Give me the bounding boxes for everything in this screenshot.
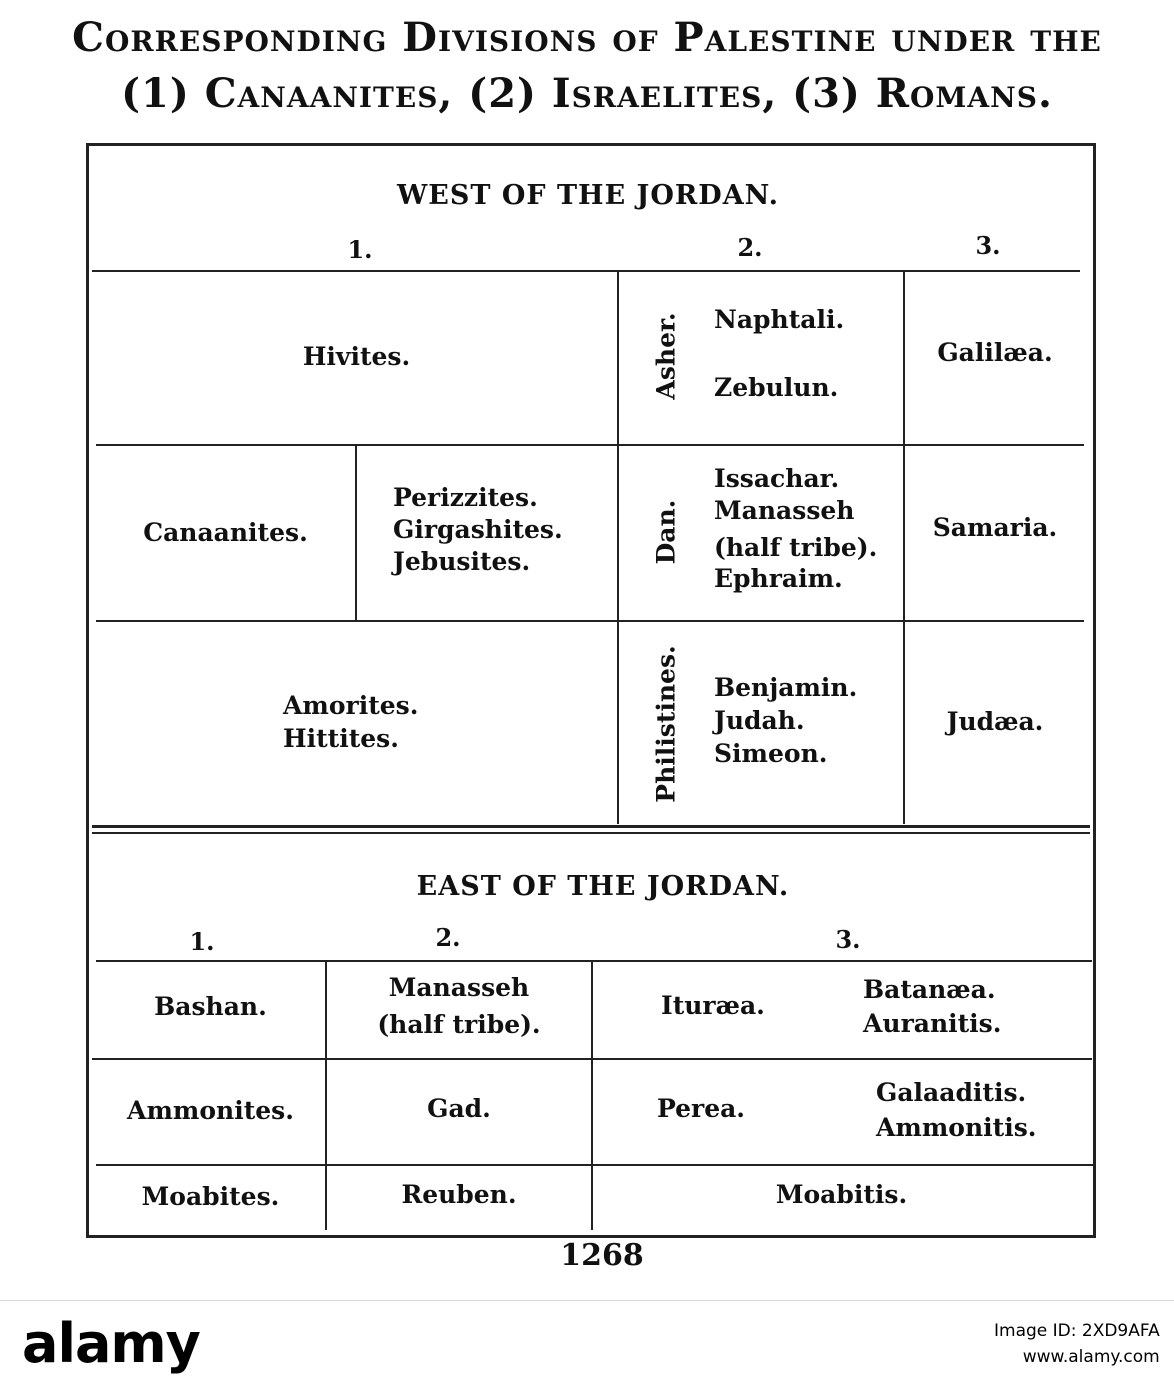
east-col-2: 2. — [435, 923, 461, 952]
west-header-rule — [92, 270, 1080, 272]
east-r2-c1: Ammonites. — [127, 1096, 294, 1125]
east-r1-c3b-2: Auranitis. — [863, 1009, 1002, 1038]
east-heading: EAST OF THE JORDAN. — [416, 871, 790, 902]
east-col-3: 3. — [835, 925, 861, 954]
east-header-rule — [96, 960, 1092, 962]
west-r2-roman: Samaria. — [932, 513, 1058, 542]
east-r2-c3b-1: Galaaditis. — [876, 1078, 1027, 1107]
west-r2-canaanite-b-2: Girgashites. — [393, 515, 563, 544]
west-r3-tribe-1: Benjamin. — [714, 673, 858, 702]
west-r1-canaanite: Hivites. — [302, 342, 411, 371]
east-row-rule-2 — [96, 1164, 1096, 1166]
west-r1-tribe-2: Zebulun. — [714, 373, 839, 402]
west-r3-tribe-3: Simeon. — [714, 739, 828, 768]
east-r1-c3a: Ituræa. — [661, 991, 765, 1020]
east-r1-c3b-1: Batanæa. — [863, 975, 996, 1004]
west-r3-roman: Judæa. — [946, 707, 1044, 736]
east-r3-c3: Moabitis. — [775, 1180, 908, 1209]
west-r2-canaanite-b-3: Jebusites. — [393, 547, 531, 576]
east-col-1: 1. — [189, 927, 215, 956]
section-divider-1 — [92, 825, 1090, 828]
west-r2-canaanite-a: Canaanites. — [143, 518, 308, 547]
page-number: 1268 — [560, 1238, 644, 1273]
west-r2-side: Dan. — [651, 499, 681, 565]
west-r3-side: Philistines. — [651, 645, 681, 803]
east-r2-c2: Gad. — [427, 1094, 491, 1123]
west-heading: WEST OF THE JORDAN. — [396, 180, 779, 211]
west-r3-tribe-2: Judah. — [714, 706, 805, 735]
west-row-rule-1 — [96, 444, 1084, 446]
west-r3-canaanite-1: Amorites. — [283, 691, 419, 720]
west-r2-tribe-1: Issachar. — [714, 464, 840, 493]
watermark-site: www.alamy.com — [1022, 1347, 1160, 1367]
east-r1-c1: Bashan. — [154, 992, 267, 1021]
west-r1-roman: Galilæa. — [937, 338, 1053, 367]
west-r2-canaanite-b-1: Perizzites. — [393, 483, 538, 512]
west-r2-tribe-2: Manasseh — [714, 496, 855, 525]
alamy-logo: alamy — [22, 1312, 200, 1375]
east-r3-c1: Moabites. — [141, 1182, 280, 1211]
east-r1-c2-2: (half tribe). — [377, 1010, 541, 1039]
west-r1-side: Asher. — [651, 312, 681, 400]
east-r2-c3b-2: Ammonitis. — [876, 1113, 1037, 1142]
west-row-rule-2 — [96, 620, 1084, 622]
west-row2-split — [355, 446, 357, 620]
west-r2-tribe-4: Ephraim. — [714, 564, 843, 593]
title-line-1: Corresponding Divisions of Palestine under the — [72, 14, 1102, 61]
west-col-3: 3. — [975, 231, 1001, 260]
west-r3-canaanite-2: Hittites. — [283, 724, 399, 753]
watermark-info — [994, 1318, 1160, 1370]
title-line-2: (1) Canaanites, (2) Israelites, (3) Romans. — [121, 70, 1053, 117]
east-r3-c2: Reuben. — [401, 1180, 517, 1209]
west-r2-tribe-3: (half tribe). — [714, 533, 878, 562]
west-r1-tribe-1: Naphtali. — [714, 305, 845, 334]
west-col-divider-1 — [617, 272, 619, 824]
east-r2-c3a: Perea. — [657, 1094, 746, 1123]
east-r1-c2-1: Manasseh — [388, 973, 530, 1002]
section-divider-2 — [92, 832, 1090, 834]
watermark-image-id: Image ID: 2XD9AFA — [994, 1321, 1160, 1341]
west-col-2: 2. — [737, 233, 763, 262]
west-col-1: 1. — [347, 235, 373, 264]
watermark-separator — [0, 1300, 1174, 1301]
